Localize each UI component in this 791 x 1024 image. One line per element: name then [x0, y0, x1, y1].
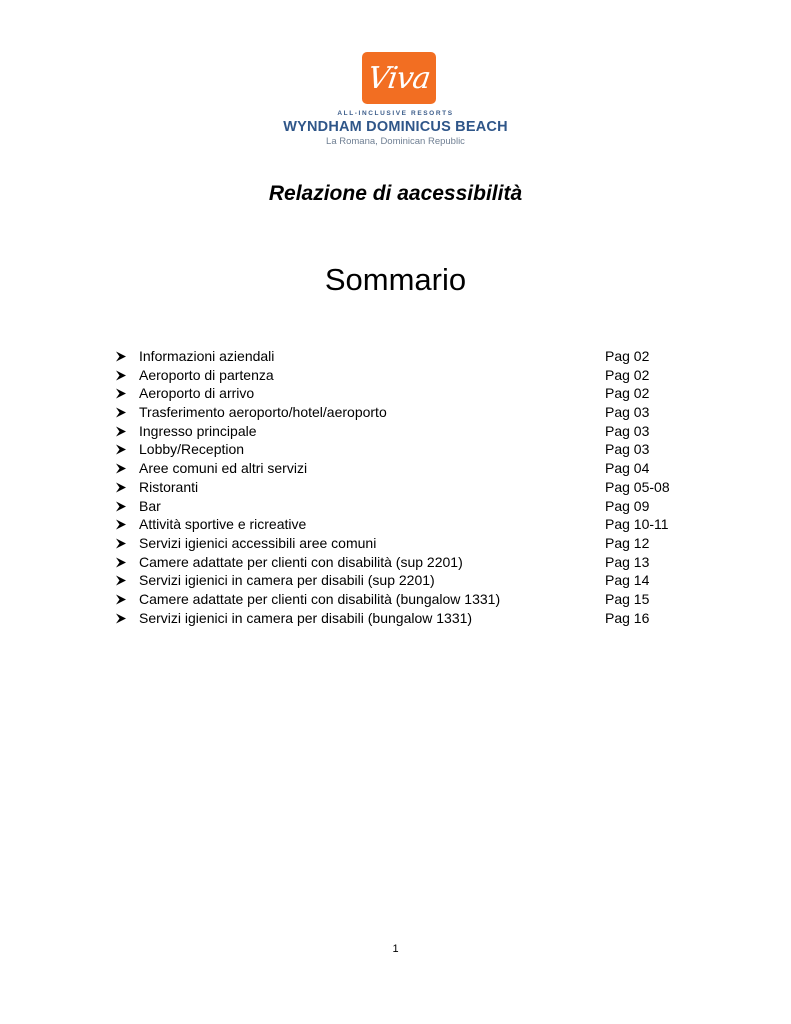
toc-item-page: Pag 09	[605, 497, 650, 514]
toc-item-label: Servizi igienici accessibili aree comuni	[139, 534, 377, 551]
toc-item-label: Attività sportive e ricreative	[139, 516, 307, 533]
toc-item-label: Trasferimento aeroporto/hotel/aeroporto	[139, 404, 387, 421]
toc-item	[115, 384, 695, 403]
viva-logo-badge	[362, 52, 436, 104]
toc-item-page: Pag 02	[605, 366, 650, 383]
toc-item-page: Pag 02	[605, 348, 650, 364]
arrow-bullet-icon	[115, 594, 127, 605]
arrow-bullet-icon	[115, 613, 127, 624]
toc-item-label: Camere adattate per clienti con disabilità (bungalow 1331)	[139, 590, 501, 607]
toc-item	[115, 609, 695, 628]
arrow-bullet-icon	[115, 575, 127, 586]
toc-item	[115, 515, 695, 534]
arrow-bullet-icon	[115, 370, 127, 381]
toc-item	[115, 590, 695, 609]
toc-item-label: Servizi igienici in camera per disabili (bungalow 1331)	[139, 609, 473, 626]
document-subtitle: Relazione di aacessibilità	[268, 182, 523, 205]
arrow-bullet-icon	[115, 519, 127, 530]
toc-item-label: Ingresso principale	[139, 422, 257, 439]
toc-item-label: Aeroporto di partenza	[139, 366, 274, 383]
toc-item-page: Pag 10-11	[605, 516, 669, 533]
toc-item	[115, 347, 695, 366]
toc-item	[115, 366, 695, 385]
toc-item	[115, 422, 695, 441]
toc-item-label: Ristoranti	[139, 478, 199, 495]
toc-item-label: Bar	[139, 497, 161, 514]
toc-item	[115, 403, 695, 422]
arrow-bullet-icon	[115, 388, 127, 399]
toc-item-label: Aeroporto di arrivo	[139, 385, 255, 402]
arrow-bullet-icon	[115, 407, 127, 418]
toc-item-page: Pag 16	[605, 609, 650, 626]
arrow-bullet-icon	[115, 557, 127, 568]
logo-location: La Romana, Dominican Republic	[326, 136, 465, 147]
toc-item	[115, 534, 695, 553]
toc-item-page: Pag 15	[605, 590, 650, 607]
toc-item	[115, 497, 695, 516]
toc-item-label: Lobby/Reception	[139, 441, 245, 458]
toc-item-label: Servizi igienici in camera per disabili (sup 2201)	[139, 572, 435, 589]
toc-item-page: Pag 02	[605, 385, 650, 402]
page-number: 1	[392, 943, 399, 955]
toc-item	[115, 553, 695, 572]
toc-item-page: Pag 13	[605, 553, 650, 570]
viva-logo-text: Viva	[365, 60, 433, 96]
toc-item	[115, 459, 695, 478]
toc-item-label: Informazioni aziendali	[139, 348, 275, 364]
toc-item-page: Pag 03	[605, 422, 650, 439]
table-of-contents	[115, 347, 695, 627]
arrow-bullet-icon	[115, 351, 127, 362]
toc-item-page: Pag 03	[605, 404, 650, 421]
toc-item	[115, 440, 695, 459]
toc-item-label: Camere adattate per clienti con disabilità (sup 2201)	[139, 553, 463, 570]
arrow-bullet-icon	[115, 482, 127, 493]
arrow-bullet-icon	[115, 538, 127, 549]
toc-item-page: Pag 04	[605, 460, 650, 477]
toc-item-page: Pag 03	[605, 441, 650, 458]
document-title: Sommario	[324, 262, 467, 297]
logo-tagline: ALL-INCLUSIVE RESORTS	[337, 110, 454, 117]
arrow-bullet-icon	[115, 463, 127, 474]
arrow-bullet-icon	[115, 426, 127, 437]
toc-item	[115, 478, 695, 497]
arrow-bullet-icon	[115, 444, 127, 455]
logo-resort-name: WYNDHAM DOMINICUS BEACH	[283, 119, 508, 135]
toc-item-page: Pag 05-08	[605, 478, 670, 495]
toc-item-page: Pag 14	[605, 572, 650, 589]
arrow-bullet-icon	[115, 501, 127, 512]
toc-item-label: Aree comuni ed altri servizi	[139, 460, 308, 477]
toc-item	[115, 571, 695, 590]
toc-item-page: Pag 12	[605, 534, 650, 551]
